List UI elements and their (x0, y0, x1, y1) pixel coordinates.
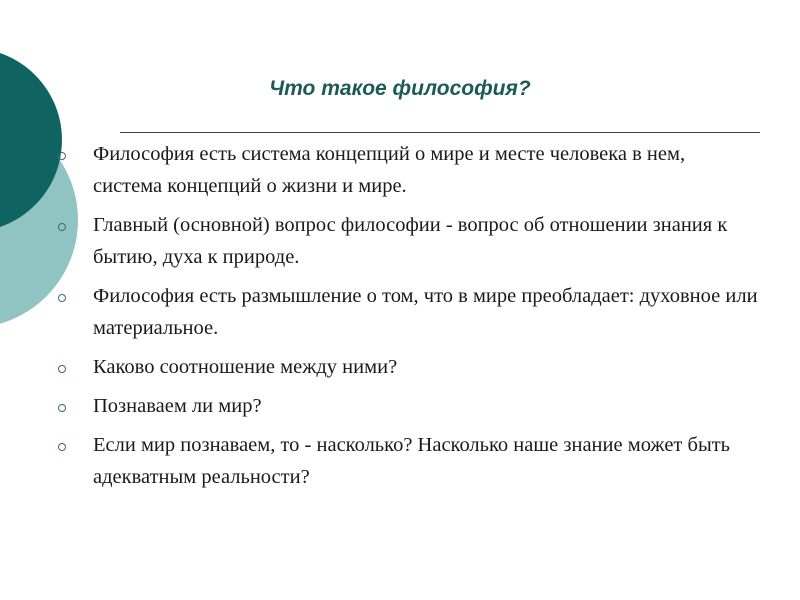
bullet-circle-icon (58, 223, 66, 231)
slide-title: Что такое философия? (269, 77, 531, 100)
list-item-text: Каково соотношение между ними? (93, 356, 398, 378)
list-item-text: Философия есть размышление о том, что в мире преобладает: духовное или материальное. (93, 285, 758, 339)
list-item (58, 138, 758, 202)
bullet-list (58, 138, 758, 500)
title-divider (120, 132, 760, 133)
bullet-circle-icon (58, 404, 66, 412)
list-item (58, 390, 758, 422)
list-item (58, 351, 758, 383)
list-item (58, 429, 758, 493)
list-item-text: Философия есть система концепций о мире и месте человека в нем, система концепций о жизни и мире. (93, 143, 686, 197)
list-item-text: Познаваем ли мир? (93, 395, 262, 417)
list-item (58, 209, 758, 273)
list-item-text: Если мир познаваем, то - насколько? Насколько наше знание может быть адекватным реальности? (93, 434, 731, 488)
bullet-circle-icon (58, 152, 66, 160)
bullet-circle-icon (58, 443, 66, 451)
list-item-text: Главный (основной) вопрос философии - вопрос об отношении знания к бытию, духа к природе. (93, 214, 728, 268)
list-item (58, 280, 758, 344)
bullet-circle-icon (58, 365, 66, 373)
bullet-circle-icon (58, 294, 66, 302)
